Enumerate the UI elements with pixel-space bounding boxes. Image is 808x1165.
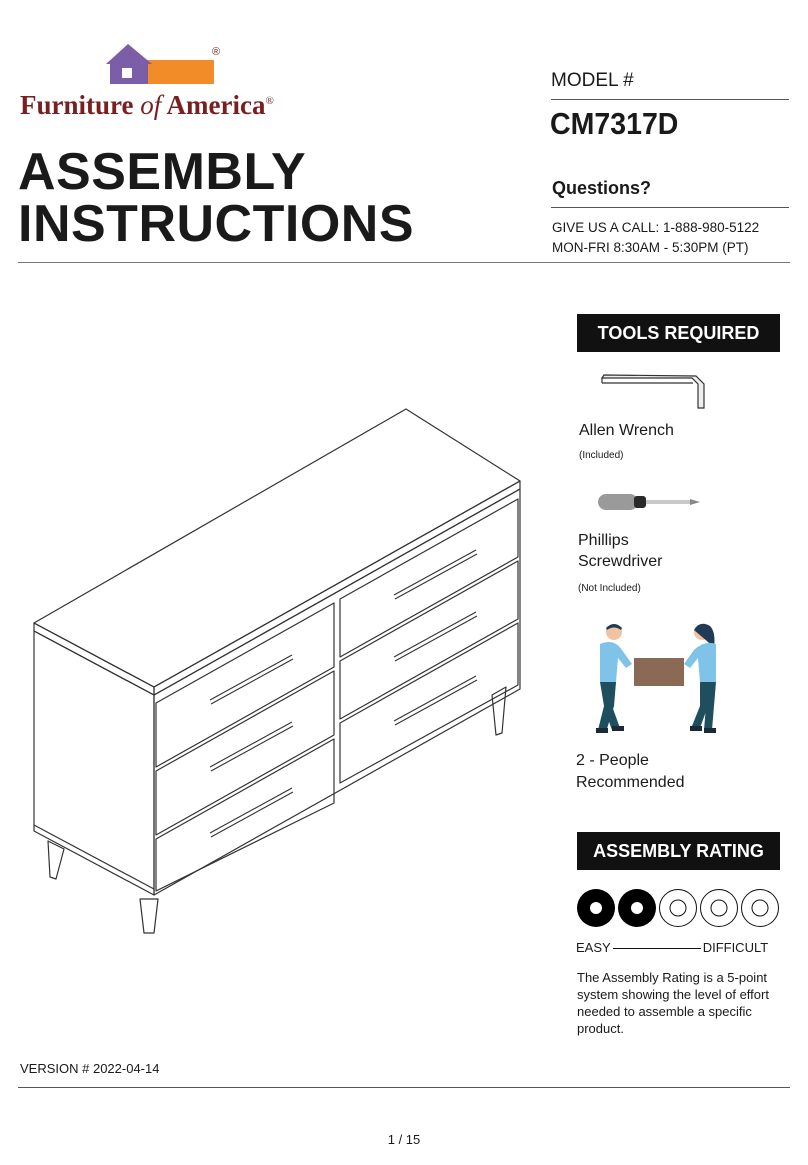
page-title: ASSEMBLY INSTRUCTIONS [18, 143, 414, 253]
phone-line: GIVE US A CALL: 1-888-980-5122 [552, 220, 760, 235]
divider [551, 99, 789, 100]
model-number: CM7317D [550, 106, 679, 141]
rating-scale [576, 940, 768, 955]
two-people-icon [576, 620, 736, 738]
rating-dot-filled [618, 889, 656, 927]
screwdriver-label: Phillips Screwdriver [578, 532, 663, 570]
rating-dot-empty [660, 890, 697, 927]
version-label: VERSION # 2022-04-14 [20, 1061, 160, 1076]
questions-heading: Questions? [552, 178, 652, 198]
rating-description: The Assembly Rating is a 5-point system showing the level of effort needed to assemble a specific product. [577, 970, 769, 1036]
house-logo-icon [104, 42, 214, 88]
rating-dot-empty [742, 890, 779, 927]
rating-dots [576, 888, 780, 928]
brand-logo [20, 42, 290, 122]
screwdriver-note: (Not Included) [578, 583, 641, 594]
model-label: MODEL # [551, 70, 634, 91]
rating-dot-filled [577, 889, 615, 927]
divider [551, 207, 789, 208]
footer-divider [18, 1087, 790, 1088]
page-number: 1 / 15 [387, 1132, 421, 1147]
header-divider [18, 262, 790, 263]
registered-mark: ® [212, 46, 221, 58]
easy-label: EASY [576, 940, 611, 955]
brand-name: Furniture of America® [20, 90, 274, 120]
difficult-label: DIFFICULT [702, 940, 769, 955]
people-recommended-label: 2 - People Recommended [576, 752, 685, 791]
rating-dot-empty [701, 890, 738, 927]
allen-wrench-label: Allen Wrench [579, 422, 674, 439]
tools-required-heading: TOOLS REQUIRED [577, 314, 780, 352]
allen-wrench-note: (Included) [579, 450, 624, 461]
assembly-rating-heading: ASSEMBLY RATING [577, 832, 780, 870]
dresser-illustration [30, 405, 530, 940]
contact-info [552, 218, 759, 258]
screwdriver-icon [596, 490, 702, 514]
hours-line: MON-FRI 8:30AM - 5:30PM (PT) [552, 240, 749, 255]
allen-wrench-icon [600, 374, 712, 414]
